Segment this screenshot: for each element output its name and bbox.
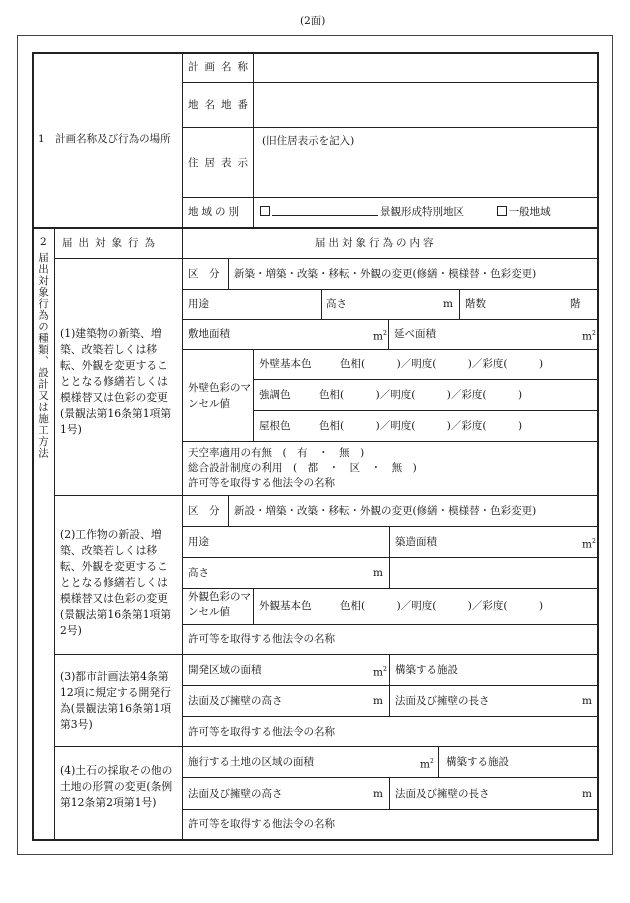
- page-number: (2面): [300, 15, 326, 27]
- b4-slope-h-label: 法面及び擁壁の高さ: [188, 788, 283, 800]
- b4-slope-h-unit: m: [373, 788, 383, 800]
- b3-slope-h-unit: m: [373, 695, 383, 707]
- col-right-header: 届出対象行為の内容: [315, 237, 437, 249]
- block3-label: (3)都市計画法第4条第12項に規定する開発行為(景観法第16条第1項第3号): [60, 670, 172, 731]
- b1-wall-base-hue: 色相( )／明度( )／彩度( ): [340, 358, 544, 370]
- b1-takasa-label: 高さ: [326, 298, 347, 310]
- b4-slope-l-unit: m: [582, 788, 592, 800]
- b1-kai-unit: 階: [570, 298, 581, 310]
- special-district-checkbox[interactable]: [260, 206, 270, 216]
- b1-youto-label: 用途: [188, 298, 209, 310]
- b1-takasa-unit: m: [443, 298, 453, 310]
- b2-takasa-label: 高さ: [188, 567, 209, 579]
- sec1-title: 1 計画名称及び行為の場所: [38, 133, 171, 145]
- sec2-vertical-title: 届出対象行為の種類、設計又は施工方法: [37, 252, 49, 459]
- b3-facility-label: 構築する施設: [395, 664, 458, 676]
- b1-sky: 天空率適用の有無 ( 有 ・ 無 ): [188, 447, 365, 459]
- area-type-options: 景観形成特別地区 一般地域: [260, 205, 551, 219]
- b2-takasa-unit: m: [373, 567, 383, 579]
- plan-name-label: 計画名称: [188, 61, 254, 73]
- place-label: 地名地番: [188, 99, 254, 111]
- b2-wall-base-label: 外観基本色: [259, 600, 312, 612]
- b2-kubun-label: 区 分: [188, 505, 220, 517]
- block4-label: (4)土石の採取その他の土地の形質の変更(条例第12条第2項第1号): [60, 764, 173, 809]
- b1-nobe-label: 延べ面積: [394, 328, 436, 340]
- b2-chikuzo-label: 築造面積: [395, 536, 437, 548]
- b2-other-law: 許可等を取得する他法令の名称: [188, 633, 335, 645]
- b4-other-law: 許可等を取得する他法令の名称: [188, 818, 335, 830]
- b2-chikuzo-unit: $m^2$: [582, 538, 596, 551]
- b4-land-area-label: 施行する土地の区域の面積: [188, 756, 314, 768]
- address-label: 住居表示: [188, 157, 254, 169]
- b3-other-law: 許可等を取得する他法令の名称: [188, 726, 335, 738]
- b1-roof-label: 屋根色: [259, 420, 291, 432]
- b3-slope-h-label: 法面及び擁壁の高さ: [188, 695, 283, 707]
- address-note: (旧住居表示を記入): [262, 135, 355, 147]
- b3-slope-l-label: 法面及び擁壁の長さ: [395, 695, 490, 707]
- b1-other-law: 許可等を取得する他法令の名称: [188, 477, 335, 489]
- b1-roof-hue: 色相( )／明度( )／彩度( ): [319, 420, 523, 432]
- sec2-number: 2: [40, 236, 47, 248]
- b1-sogo: 総合設計制度の利用 ( 都 ・ 区 ・ 無 ): [188, 462, 417, 474]
- b3-slope-l-unit: m: [582, 695, 592, 707]
- b3-dev-area-label: 開発区域の面積: [188, 664, 262, 676]
- b2-munsell-label: 外観色彩のマンセル値: [188, 591, 251, 618]
- b2-youto-label: 用途: [188, 536, 209, 548]
- b4-land-area-unit: $m^2$: [420, 758, 434, 771]
- area-type-label: 地域の別: [188, 206, 242, 218]
- b1-nobe-unit: $m^2$: [582, 330, 596, 343]
- b4-facility-label: 構築する施設: [446, 756, 509, 768]
- b3-dev-area-unit: $m^2$: [373, 666, 387, 679]
- b1-kaisuu-label: 階数: [465, 298, 486, 310]
- general-area-checkbox[interactable]: [497, 206, 507, 216]
- b1-wall-base-label: 外壁基本色: [259, 358, 312, 370]
- b2-kubun-value: 新設・増築・改築・移転・外観の変更(修繕・模様替・色彩変更): [234, 505, 537, 517]
- b1-munsell-label: 外壁色彩のマンセル値: [188, 382, 251, 410]
- b1-accent-label: 強調色: [259, 389, 291, 401]
- block2-label: (2)工作物の新設、増築、改築若しくは移転、外観を変更することとなる修繕若しくは模様替又は色彩の変更(景観法第16条第1項第2号): [60, 528, 172, 637]
- b1-kubun-label: 区 分: [188, 268, 220, 280]
- block1-label: (1)建築物の新築、増築、改築若しくは移転、外観を変更することとなる修繕若しくは模様替又は色彩の変更(景観法第16条第1項第1号): [60, 327, 172, 436]
- b1-shikichi-unit: $m^2$: [373, 330, 387, 343]
- b1-accent-hue: 色相( )／明度( )／彩度( ): [319, 389, 523, 401]
- b4-slope-l-label: 法面及び擁壁の長さ: [395, 788, 490, 800]
- col-left-header: 届出対象行為: [62, 237, 161, 249]
- b2-wall-base-hue: 色相( )／明度( )／彩度( ): [340, 600, 544, 612]
- b1-kubun-value: 新築・増築・改築・移転・外観の変更(修繕・模様替・色彩変更): [234, 268, 537, 280]
- b1-shikichi-label: 敷地面積: [188, 328, 230, 340]
